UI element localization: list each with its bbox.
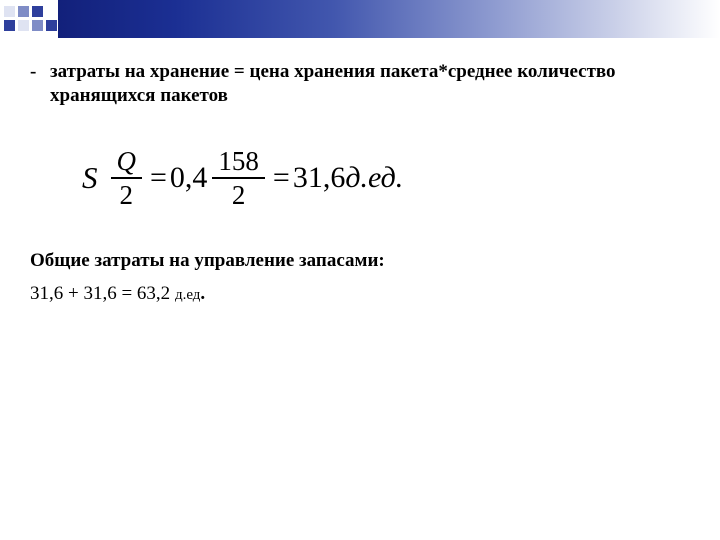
total-expression-value: 31,6 + 31,6 = 63,2 bbox=[30, 283, 175, 304]
formula-equals-2: = bbox=[272, 161, 290, 194]
header-gradient-bar bbox=[55, 0, 720, 38]
storage-cost-formula bbox=[82, 146, 403, 210]
total-costs-expression bbox=[30, 283, 205, 305]
bullet-label: затраты на хранение = цена хранения пакета*среднее количество хранящихся пакетов bbox=[50, 61, 616, 106]
deco-square-3 bbox=[32, 6, 43, 17]
deco-square-1 bbox=[4, 6, 15, 17]
deco-square-2 bbox=[18, 6, 29, 17]
formula-result: 31,6 bbox=[292, 161, 346, 194]
fraction-denominator-2b: 2 bbox=[231, 180, 246, 210]
bullet-item bbox=[30, 60, 650, 108]
formula-coefficient: 0,4 bbox=[169, 161, 208, 194]
slide-header-band bbox=[0, 0, 720, 38]
fraction-numerator-158: 158 bbox=[218, 146, 259, 176]
total-costs-heading: Общие затраты на управление запасами: bbox=[30, 250, 385, 271]
deco-square-5 bbox=[18, 20, 29, 31]
formula-fraction-q-over-2 bbox=[111, 146, 143, 210]
deco-square-7 bbox=[46, 20, 57, 31]
bullet-marker: - bbox=[30, 61, 37, 82]
formula-fraction-158-over-2 bbox=[212, 146, 265, 210]
fraction-denominator-2: 2 bbox=[119, 180, 133, 210]
slide-content bbox=[0, 38, 720, 540]
formula-symbol: S bbox=[82, 160, 98, 195]
formula-equals-1: = bbox=[150, 161, 167, 194]
deco-square-6 bbox=[32, 20, 43, 31]
fraction-numerator-q: Q bbox=[116, 146, 136, 176]
total-expression-unit-dot: . bbox=[200, 283, 206, 304]
deco-square-4 bbox=[4, 20, 15, 31]
formula-unit: д.ед. bbox=[345, 161, 404, 194]
total-expression-unit: д.ед bbox=[174, 287, 201, 303]
